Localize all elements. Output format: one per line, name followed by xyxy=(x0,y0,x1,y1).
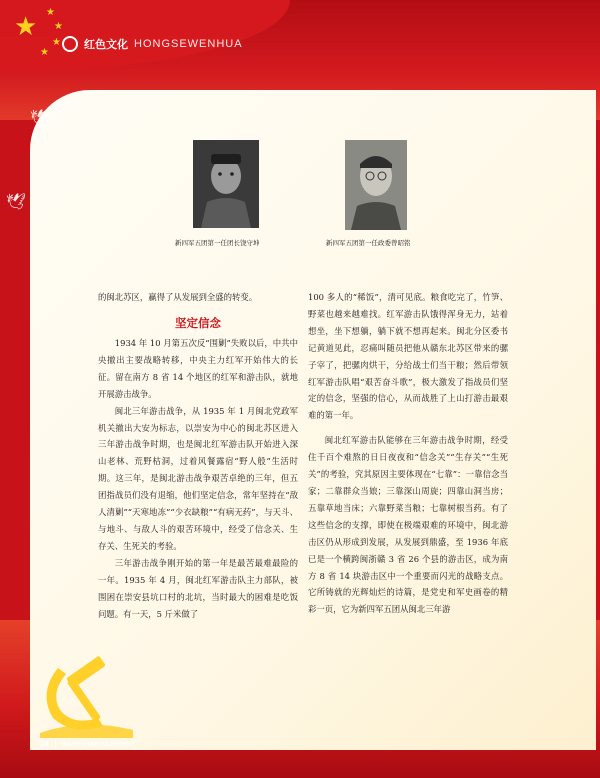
logo-circle-icon xyxy=(62,36,78,52)
small-star-icon: ★ xyxy=(54,21,63,32)
paragraph: 三年游击战争刚开始的第一年是最苦最难最险的一年。1935 年 4 月，闽北红军游击队主力部队，被围困在崇安县坑口村的北坑，当时最大的困难是吃饭问题。有一天，5 斤米做了 xyxy=(98,557,298,619)
paragraph: 100 多人的“稀饭”，清可见底。粮食吃完了，竹笋、野菜也越来越难找。红军游击队饿得浑身无力，站着想坐，坐下想躺，躺下就不想再起来。闽北分区委书记黄道见此，忍痛叫随员把他从赣东北苏区带来的骡子宰了，把骡肉烘干，分给战士们当干粮；然后带领红军游击队唱“艰苦奋斗歌”，极大激发了指战员们坚定的信念，坚强的信心，从而战胜了上山打游击最艰难的第一年。 xyxy=(308,292,508,421)
paragraph: 闽北红军游击队能够在三年游击战争时期，经受住千百个难熬的日日夜夜和“信念关”“生存关”“生死关”的考验，究其原因主要体现在“七靠”：一靠信念当家；二靠群众当娘；三靠深山周旋；四靠山洞当房；五靠草地当床；六靠野菜当粮；七靠树根当药。有了这些信念的支撑，即使在极端艰难的环境中，闽北游击区仍从形成到发展，从发展到鼎盛，至 1936 年底已是一个横跨闽浙赣 3 省 26 个县的游击区，成为南方 8 省 14 块游击区中一个重要而闪光的战略支点。它所铸就的光辉灿烂的诗篇，是党史和军史画卷的精彩一页，它为新四军五团从闽北三年游 xyxy=(308,435,508,615)
logo-pinyin: HONGSEWENHUA xyxy=(134,38,243,50)
portrait-rao-shoukun xyxy=(193,140,259,228)
small-star-icon: ★ xyxy=(40,47,49,58)
magazine-column-logo xyxy=(62,36,243,52)
page-number: 24 xyxy=(40,740,49,749)
section-heading: 坚定信念 xyxy=(175,316,221,330)
page-footer xyxy=(40,740,135,749)
photo-caption-right: 新四军五团第一任政委曾昭铭 xyxy=(326,240,411,247)
right-column xyxy=(308,289,508,618)
journal-name: WUYISHAN MONTHLY xyxy=(61,741,136,748)
paragraph: 1934 年 10 月第五次反“围剿”失败以后，中共中央撤出主要战略转移，中央主力红军开始伟大的长征。留在南方 8 省 14 个地区的红军和游击队，就地开展游击战争。 xyxy=(98,338,298,399)
portrait-photo-icon xyxy=(193,140,259,228)
hammer-sickle-emblem-icon xyxy=(28,648,138,738)
left-intro-text: 的闽北苏区，赢得了从发展到全盛的转变。 xyxy=(98,292,258,302)
large-star-icon: ★ xyxy=(14,12,38,42)
photo-caption-left: 新四军五团第一任团长饶守坤 xyxy=(175,240,260,247)
portrait-zeng-zhaoming xyxy=(345,140,407,230)
dove-icon: 🕊 xyxy=(30,108,51,127)
small-star-icon: ★ xyxy=(52,37,61,48)
paragraph: 闽北三年游击战争，从 1935 年 1 月闽北党政军机关撤出大安为标志，以崇安为中心的闽北苏区进入三年游击战争时期，也是闽北红军游击队开始进入深山老林、荒野枯洞，过着风餐露宿“野人般”生活时期。这三年，是闽北游击战争艰苦卓绝的三年，但五团指战员们没有退缩，他们坚定信念，常年坚持在“敌人清剿”“天寒地冻”“少衣缺粮”“有病无药”，与天斗、与地斗、与敌人斗的艰苦环境中，经受了信念关、生存关、生死关的考验。 xyxy=(98,405,298,551)
portrait-photo-icon xyxy=(345,140,407,230)
logo-chinese: 红色文化 xyxy=(84,39,128,51)
dove-icon: 🕊 xyxy=(6,192,27,211)
left-column xyxy=(98,335,298,622)
footer-divider xyxy=(55,740,56,749)
left-intro xyxy=(98,289,298,306)
small-star-icon: ★ xyxy=(46,7,55,18)
